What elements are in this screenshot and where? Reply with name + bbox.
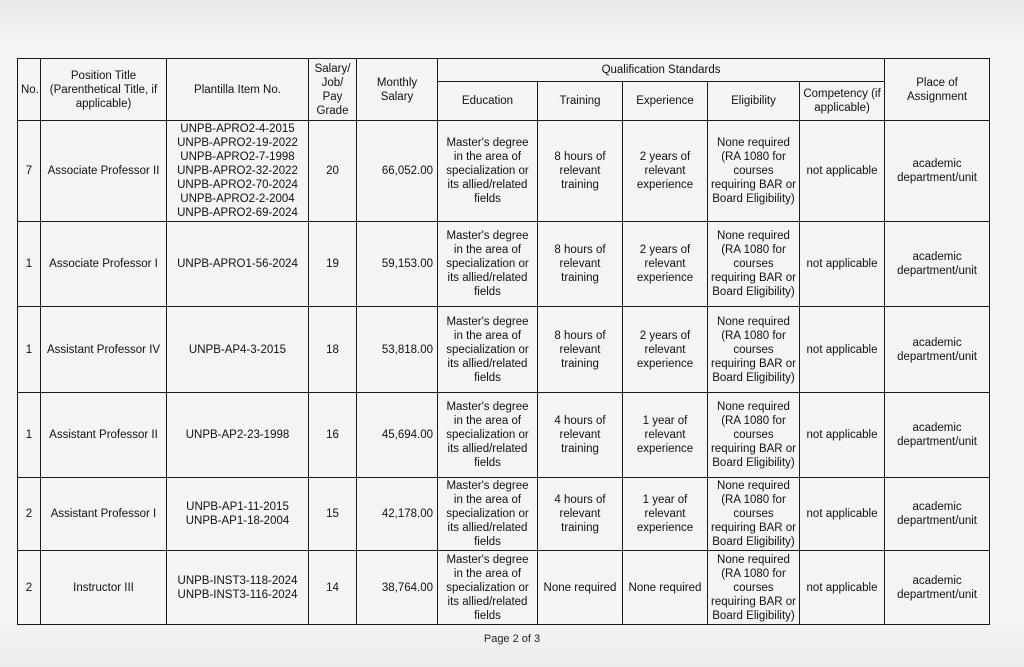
row-salary: 42,178.00 [357, 478, 438, 551]
row-education: Master's degree in the area of specialization or its allied/related fields [438, 478, 538, 551]
plantilla-item: UNPB-AP4-3-2015 [188, 343, 287, 356]
row-title: Assistant Professor IV [41, 307, 167, 393]
row-salary: 53,818.00 [357, 307, 438, 393]
header-no: No. [18, 59, 41, 121]
header-training: Training [538, 82, 623, 121]
row-title: Associate Professor II [41, 121, 167, 222]
plantilla-item: UNPB-APRO2-70-2024 [177, 179, 298, 191]
header-monthly-salary: Monthly Salary [357, 59, 438, 121]
row-no: 1 [18, 393, 41, 478]
row-training: 8 hours of relevant training [538, 307, 623, 393]
row-grade: 20 [309, 121, 357, 222]
row-grade: 18 [309, 307, 357, 393]
row-title: Assistant Professor II [41, 393, 167, 478]
row-education: Master's degree in the area of specialization or its allied/related fields [438, 121, 538, 222]
row-training: 4 hours of relevant training [538, 393, 623, 478]
header-education: Education [438, 82, 538, 121]
plantilla-item: UNPB-APRO2-7-1998 [180, 151, 295, 163]
row-place: academic department/unit [885, 307, 990, 393]
header-position-title: Position Title (Parenthetical Title, if applicable) [41, 59, 167, 121]
row-plantilla-items [167, 222, 309, 307]
row-place: academic department/unit [885, 393, 990, 478]
row-title: Instructor III [41, 551, 167, 625]
header-experience: Experience [623, 82, 708, 121]
plantilla-item: UNPB-AP1-11-2015 [186, 501, 289, 513]
row-salary: 38,764.00 [357, 551, 438, 625]
row-eligibility: None required (RA 1080 for courses requiring BAR or Board Eligibility) [708, 393, 800, 478]
plantilla-item: UNPB-APRO2-4-2015 [180, 123, 295, 135]
row-experience: 2 years of relevant experience [623, 307, 708, 393]
row-title: Associate Professor I [41, 222, 167, 307]
table-row [18, 222, 990, 307]
plantilla-item: UNPB-AP1-18-2004 [185, 515, 290, 527]
header-qualification-standards: Qualification Standards [438, 59, 885, 82]
row-competency: not applicable [800, 222, 885, 307]
row-experience: 1 year of relevant experience [623, 478, 708, 551]
row-no: 7 [18, 121, 41, 222]
table-row [18, 393, 990, 478]
row-salary: 59,153.00 [357, 222, 438, 307]
row-competency: not applicable [800, 393, 885, 478]
row-experience: 2 years of relevant experience [623, 121, 708, 222]
plantilla-item: UNPB-APRO2-2-2004 [180, 193, 295, 205]
row-grade: 19 [309, 222, 357, 307]
row-training: 4 hours of relevant training [538, 478, 623, 551]
header-salary-grade: Salary/ Job/ Pay Grade [309, 59, 357, 121]
row-competency: not applicable [800, 307, 885, 393]
plantilla-item: UNPB-AP2-23-1998 [185, 429, 290, 441]
plantilla-item: UNPB-APRO2-19-2022 [177, 137, 298, 149]
row-competency: not applicable [800, 551, 885, 625]
row-salary: 66,052.00 [357, 121, 438, 222]
header-place: Place of Assignment [885, 59, 990, 121]
row-plantilla-items [167, 393, 309, 478]
table-row [18, 121, 990, 222]
header-eligibility: Eligibility [708, 82, 800, 121]
table-row [18, 478, 990, 551]
header-row-1 [18, 59, 990, 82]
plantilla-item: UNPB-APRO2-69-2024 [177, 207, 298, 219]
row-eligibility: None required (RA 1080 for courses requiring BAR or Board Eligibility) [708, 121, 800, 222]
row-place: academic department/unit [885, 551, 990, 625]
row-eligibility: None required (RA 1080 for courses requiring BAR or Board Eligibility) [708, 222, 800, 307]
row-place: academic department/unit [885, 222, 990, 307]
row-plantilla-items [167, 121, 309, 222]
row-education: Master's degree in the area of specialization or its allied/related fields [438, 307, 538, 393]
row-experience: 2 years of relevant experience [623, 222, 708, 307]
plantilla-item: UNPB-INST3-116-2024 [177, 588, 298, 601]
header-competency: Competency (if applicable) [800, 82, 885, 121]
table-row [18, 307, 990, 393]
row-grade: 16 [309, 393, 357, 478]
row-competency: not applicable [800, 121, 885, 222]
plantilla-item: UNPB-INST3-118-2024 [177, 574, 298, 587]
row-eligibility: None required (RA 1080 for courses requiring BAR or Board Eligibility) [708, 478, 800, 551]
row-no: 1 [18, 307, 41, 393]
row-place: academic department/unit [885, 478, 990, 551]
row-education: Master's degree in the area of specialization or its allied/related fields [438, 222, 538, 307]
row-salary: 45,694.00 [357, 393, 438, 478]
row-training: 8 hours of relevant training [538, 222, 623, 307]
row-education: Master's degree in the area of specialization or its allied/related fields [438, 551, 538, 625]
row-eligibility: None required (RA 1080 for courses requiring BAR or Board Eligibility) [708, 551, 800, 625]
row-grade: 15 [309, 478, 357, 551]
page-number: Page 2 of 3 [483, 633, 541, 645]
row-no: 1 [18, 222, 41, 307]
plantilla-item: UNPB-APRO2-32-2022 [177, 165, 298, 177]
row-experience: None required [623, 551, 708, 625]
plantilla-item: UNPB-APRO1-56-2024 [177, 258, 298, 270]
row-training: None required [538, 551, 623, 625]
row-plantilla-items [167, 307, 309, 393]
row-plantilla-items [167, 551, 309, 625]
row-education: Master's degree in the area of specialization or its allied/related fields [438, 393, 538, 478]
row-place: academic department/unit [885, 121, 990, 222]
row-competency: not applicable [800, 478, 885, 551]
row-no: 2 [18, 478, 41, 551]
table-row [18, 551, 990, 625]
row-training: 8 hours of relevant training [538, 121, 623, 222]
row-experience: 1 year of relevant experience [623, 393, 708, 478]
row-eligibility: None required (RA 1080 for courses requiring BAR or Board Eligibility) [708, 307, 800, 393]
row-plantilla-items [167, 478, 309, 551]
row-grade: 14 [309, 551, 357, 625]
row-title: Assistant Professor I [41, 478, 167, 551]
header-plantilla: Plantilla Item No. [167, 59, 309, 121]
positions-table [17, 58, 990, 625]
row-no: 2 [18, 551, 41, 625]
